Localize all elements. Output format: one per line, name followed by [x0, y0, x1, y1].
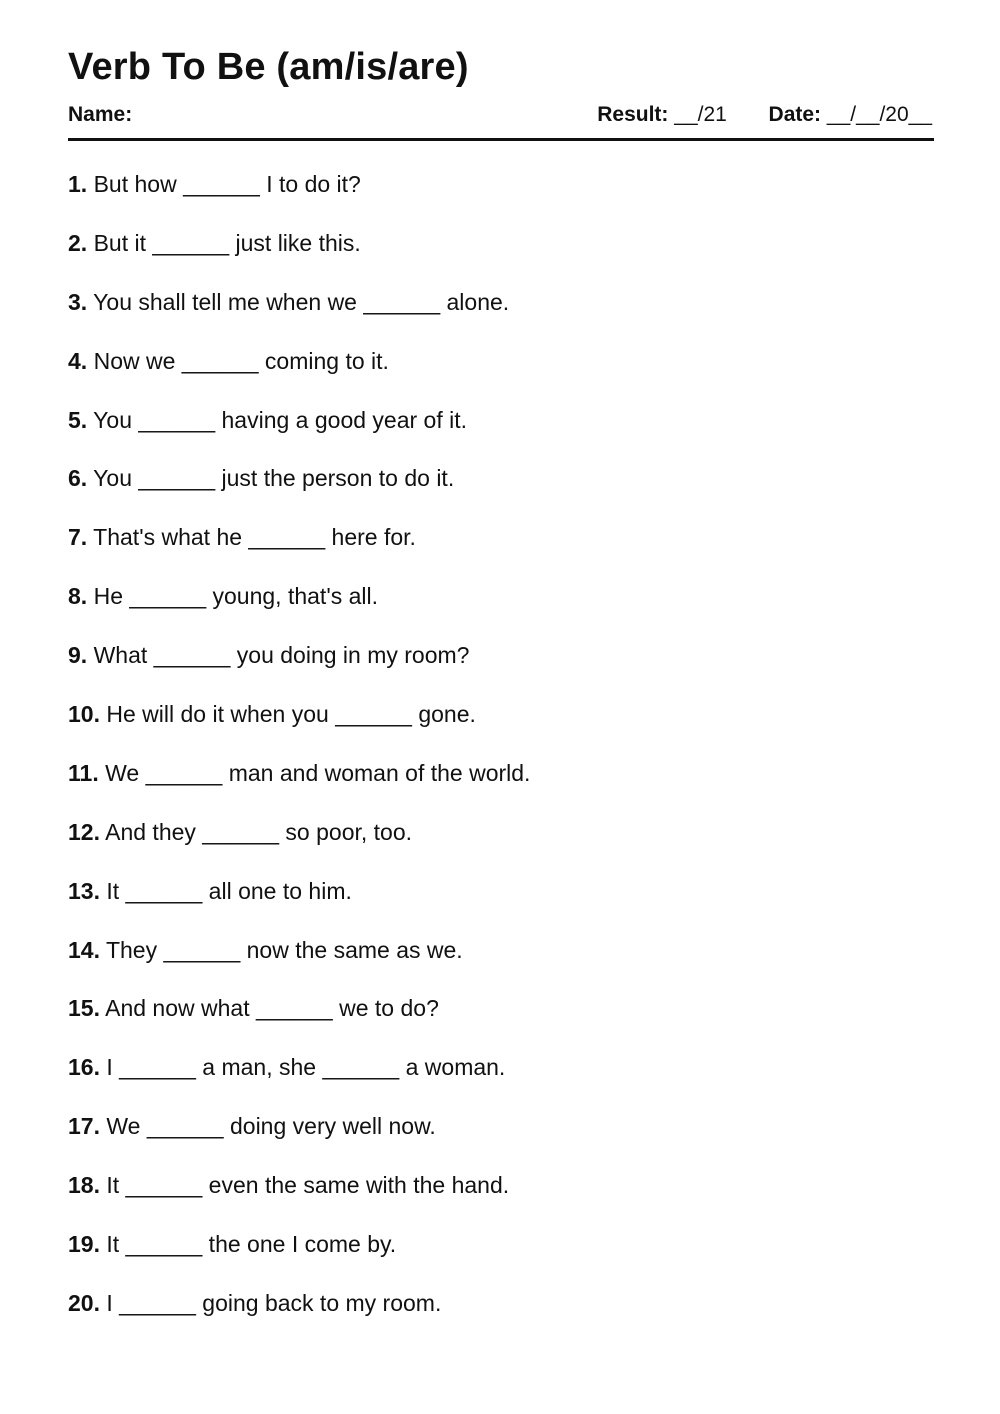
question-number: 14. [68, 936, 100, 963]
question-number: 17. [68, 1113, 100, 1140]
question-item [68, 1053, 934, 1112]
question-item [68, 582, 934, 641]
question-item [68, 523, 934, 582]
date-value: __/__/20__ [826, 103, 932, 126]
question-text: It ______ even the same with the hand. [106, 1172, 510, 1199]
question-text: It ______ all one to him. [106, 877, 352, 904]
question-item [68, 464, 934, 523]
question-item [68, 641, 934, 700]
question-text: He ______ young, that's all. [93, 583, 379, 610]
question-text: I ______ a man, she ______ a woman. [106, 1054, 506, 1081]
question-text: And now what ______ we to do? [105, 995, 439, 1022]
question-text: They ______ now the same as we. [105, 936, 463, 963]
question-number: 9. [68, 642, 88, 669]
question-text: You ______ just the person to do it. [93, 465, 455, 492]
question-item [68, 759, 934, 818]
question-number: 13. [68, 877, 100, 904]
question-text: Now we ______ coming to it. [93, 347, 389, 374]
question-number: 7. [68, 524, 88, 551]
question-number: 11. [68, 759, 99, 786]
question-number: 16. [68, 1054, 100, 1081]
question-item [68, 818, 934, 877]
worksheet-title: Verb To Be (am/is/are) [68, 46, 469, 88]
question-number: 6. [68, 465, 88, 492]
result-label: Result: [597, 103, 669, 126]
question-text: It ______ the one I come by. [106, 1231, 397, 1258]
question-item [68, 936, 934, 995]
question-number: 15. [68, 995, 100, 1022]
result-date-group [597, 103, 932, 127]
header-meta-row [68, 103, 934, 129]
question-item [68, 170, 934, 229]
question-list [68, 170, 934, 1348]
question-item [68, 994, 934, 1053]
question-number: 3. [68, 288, 88, 315]
question-text: We ______ doing very well now. [106, 1113, 436, 1140]
question-text: What ______ you doing in my room? [93, 642, 470, 669]
question-text: But it ______ just like this. [93, 229, 361, 256]
question-item [68, 229, 934, 288]
question-number: 19. [68, 1231, 100, 1258]
header-divider [68, 138, 934, 141]
question-text: We ______ man and woman of the world. [105, 759, 531, 786]
question-item [68, 1112, 934, 1171]
question-text: And they ______ so poor, too. [105, 818, 413, 845]
question-number: 20. [68, 1289, 100, 1316]
question-item [68, 347, 934, 406]
question-item [68, 406, 934, 465]
question-text: You ______ having a good year of it. [93, 406, 468, 433]
question-number: 8. [68, 583, 88, 610]
question-text: I ______ going back to my room. [106, 1289, 442, 1316]
question-number: 1. [68, 171, 88, 197]
question-number: 4. [68, 347, 88, 374]
question-text: You shall tell me when we ______ alone. [93, 288, 510, 315]
question-number: 2. [68, 229, 88, 256]
result-value: __/21 [674, 103, 727, 126]
question-item [68, 877, 934, 936]
name-label: Name: [68, 103, 133, 126]
question-number: 5. [68, 406, 88, 433]
question-number: 18. [68, 1172, 100, 1199]
date-label: Date: [768, 103, 822, 126]
question-item [68, 1230, 934, 1289]
question-item [68, 700, 934, 759]
question-item [68, 1289, 934, 1348]
question-number: 10. [68, 701, 100, 728]
question-text: But how ______ I to do it? [93, 171, 361, 197]
question-item [68, 288, 934, 347]
question-text: That's what he ______ here for. [93, 524, 416, 551]
question-item [68, 1171, 934, 1230]
question-number: 12. [68, 818, 100, 845]
question-text: He will do it when you ______ gone. [106, 701, 476, 728]
